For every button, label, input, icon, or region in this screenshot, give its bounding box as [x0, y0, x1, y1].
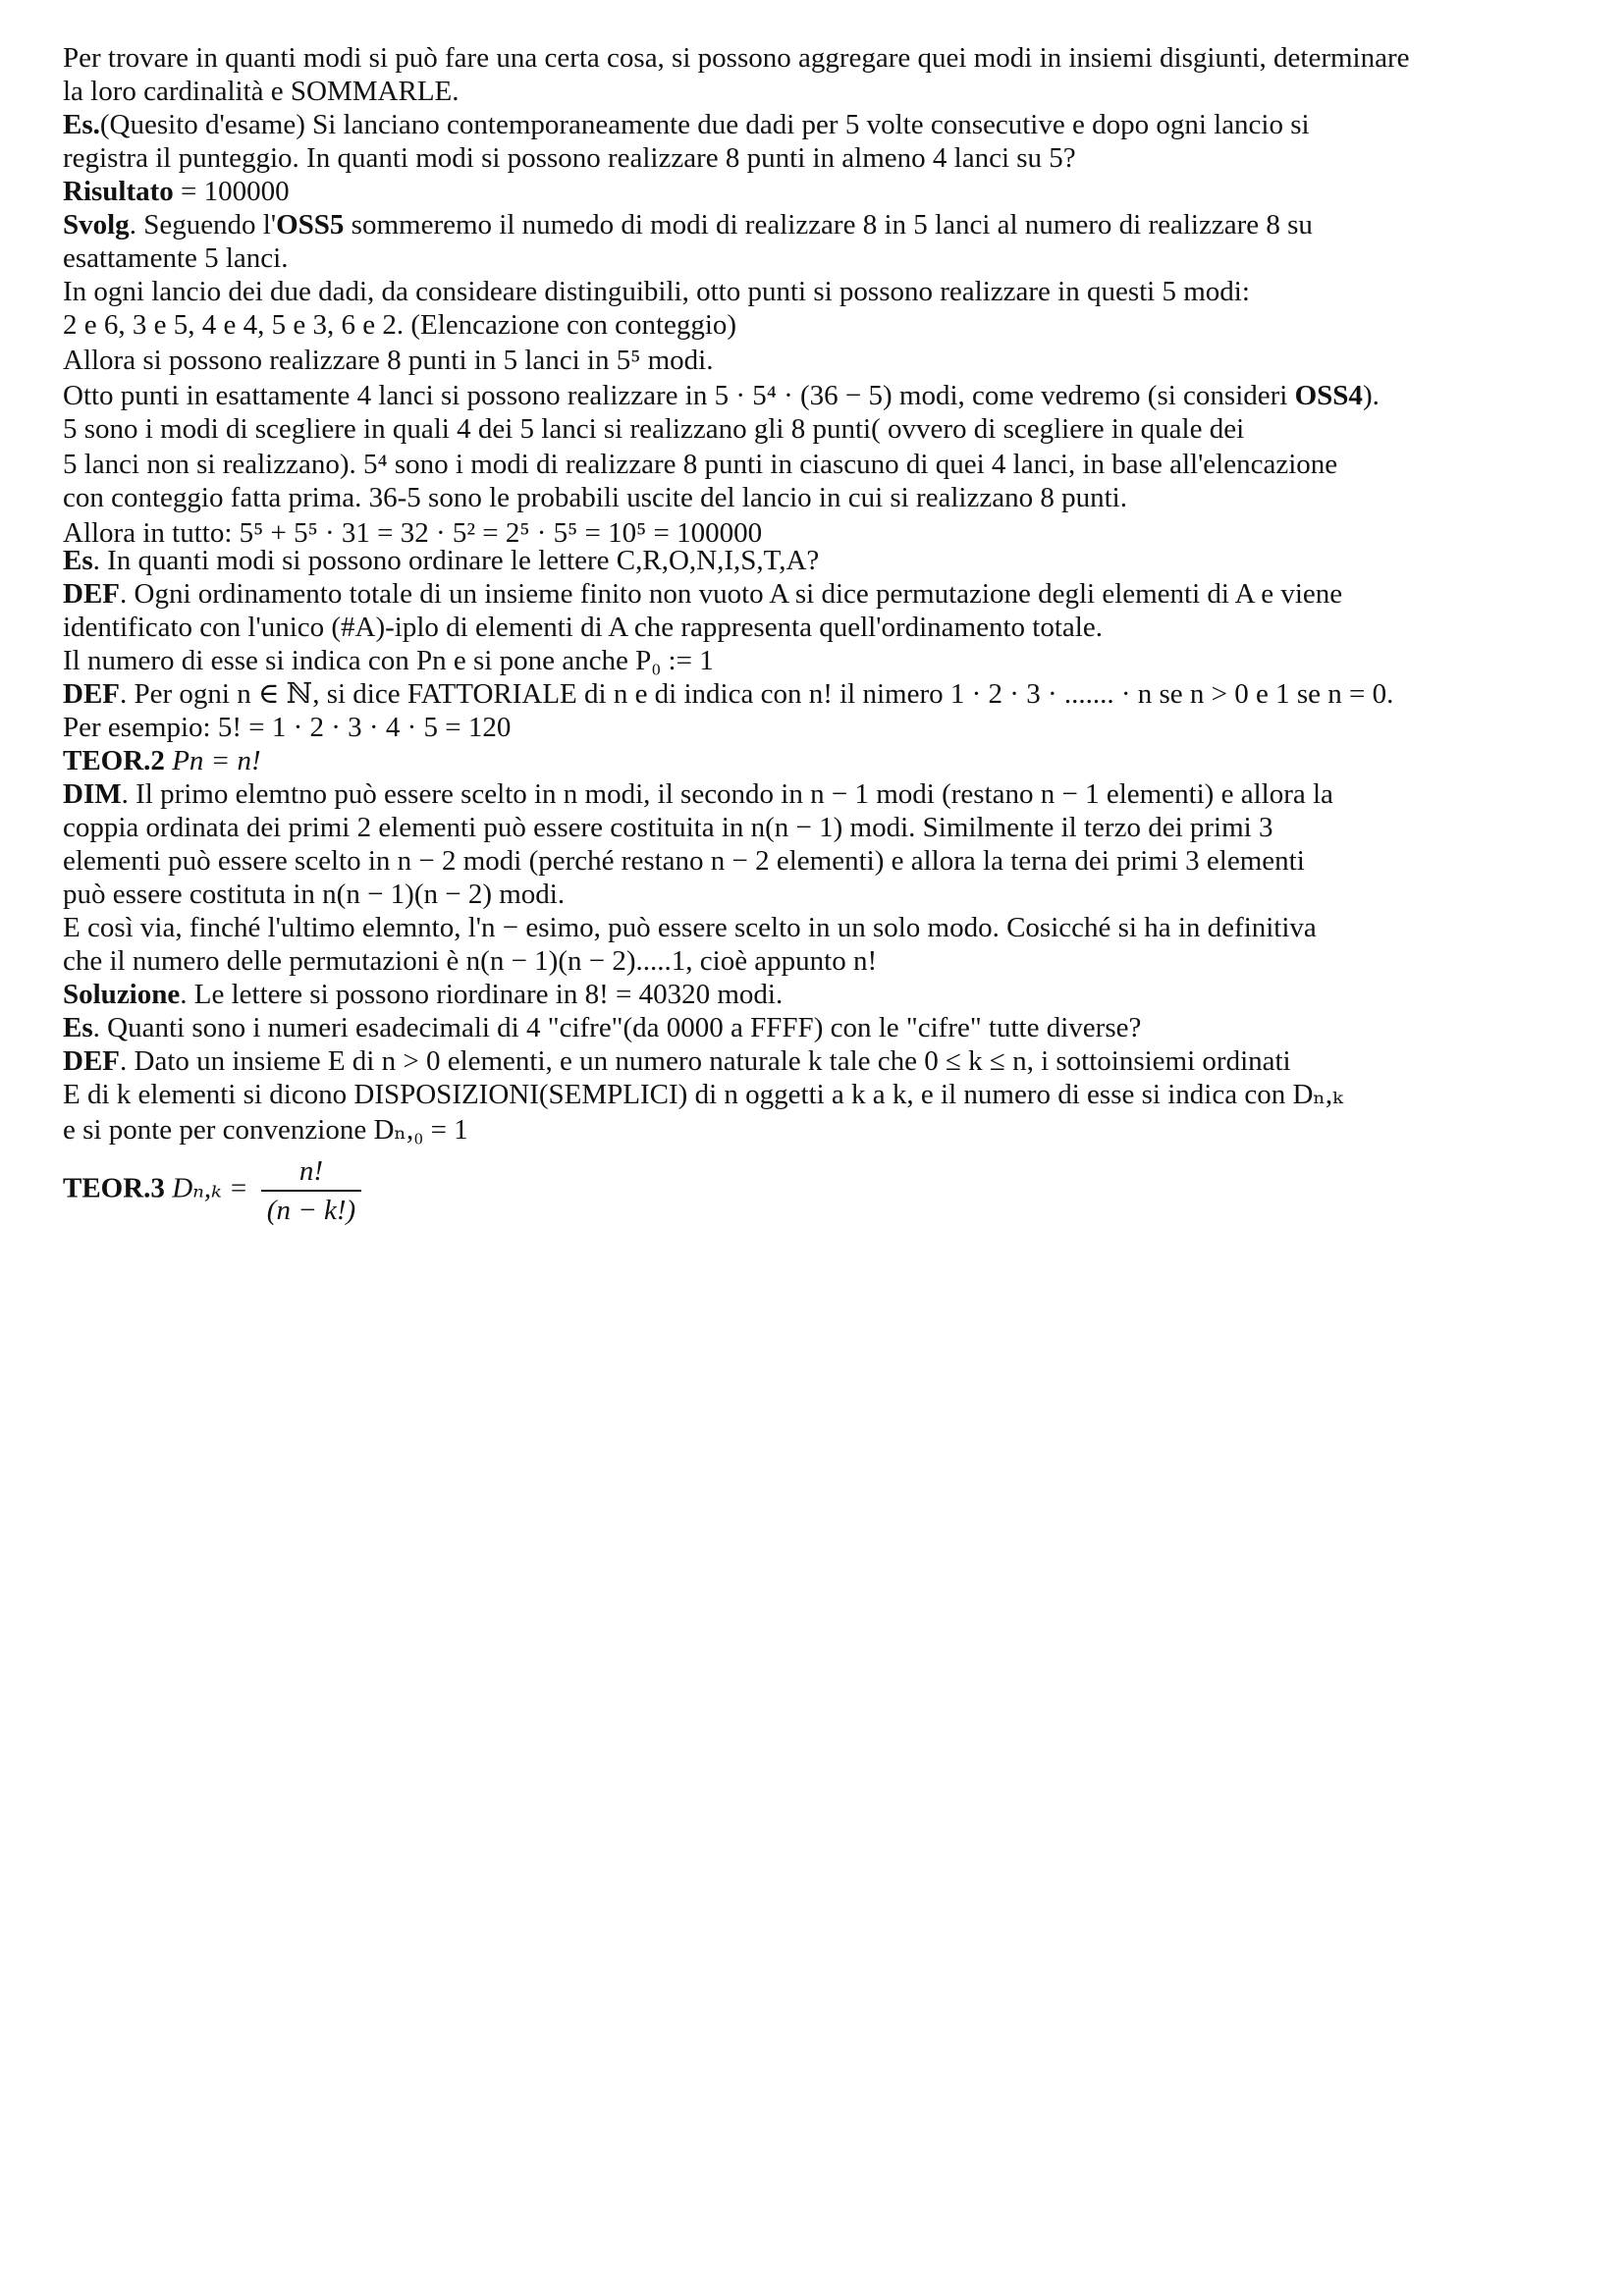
- exercise-label: Es.: [63, 109, 100, 140]
- oss4-reference: OSS4: [1294, 380, 1363, 411]
- solution-line: Soluzione. Le lettere si possono riordinare in 8! = 40320 modi.: [63, 979, 784, 1010]
- paragraph-line: registra il punteggio. In quanti modi si possono realizzare 8 punti in almeno 4 lanci su 5?: [63, 142, 1076, 174]
- exercise-line: Es.(Quesito d'esame) Si lanciano contemporaneamente due dadi per 5 volte consecutive e dopo ogni lancio si: [63, 109, 1310, 140]
- theorem-line: TEOR.2 Pn = n!: [63, 745, 261, 776]
- paragraph-line: 2 e 6, 3 e 5, 4 e 4, 5 e 3, 6 e 2. (Elencazione con conteggio): [63, 309, 737, 341]
- paragraph-line: In ogni lancio dei due dadi, da consideare distinguibili, otto punti si possono realizzare in questi 5 modi:: [63, 276, 1250, 307]
- paragraph-line: elementi può essere scelto in n − 2 modi (perché restano n − 2 elementi) e allora la terna dei primi 3 elementi: [63, 845, 1305, 877]
- paragraph-line: con conteggio fatta prima. 36-5 sono le probabili uscite del lancio in cui si realizzano 8 punti.: [63, 482, 1127, 513]
- oss5-reference: OSS5: [276, 209, 345, 240]
- definition-line: DEF. Per ogni n ∈ ℕ, si dice FATTORIALE di n e di indica con n! il nimero 1 · 2 · 3 · ....... · n se n > 0 e 1 se n = 0.: [63, 678, 1394, 710]
- paragraph-line: può essere costituta in n(n − 1)(n − 2) modi.: [63, 879, 566, 910]
- paragraph-line: che il numero delle permutazioni è n(n − 1)(n − 2).....1, cioè appunto n!: [63, 945, 878, 977]
- paragraph-line: Otto punti in esattamente 4 lanci si possono realizzare in 5 · 5⁴ · (36 − 5) modi, come vedremo (si consideri OSS4).: [63, 380, 1380, 411]
- paragraph-line: identificato con l'unico (#A)-iplo di elementi di A che rappresenta quell'ordinamento totale.: [63, 612, 1103, 643]
- theorem-label: TEOR.3: [63, 1172, 165, 1204]
- definition-label: DEF: [63, 678, 120, 710]
- exercise-label: Es: [63, 545, 93, 576]
- paragraph-line: coppia ordinata dei primi 2 elementi può essere costituita in n(n − 1) modi. Similmente il terzo dei primi 3: [63, 812, 1273, 843]
- paragraph-line: Per esempio: 5! = 1 · 2 · 3 · 4 · 5 = 120: [63, 712, 512, 743]
- paragraph-line: esattamente 5 lanci.: [63, 242, 289, 274]
- definition-label: DEF: [63, 578, 120, 610]
- exercise-label: Es: [63, 1012, 93, 1043]
- paragraph-line: 5 lanci non si realizzano). 5⁴ sono i modi di realizzare 8 punti in ciascuno di quei 4 lanci, in base all'elencazione: [63, 449, 1338, 480]
- result-line: Risultato = 100000: [63, 176, 290, 207]
- paragraph-line: Il numero di esse si indica con Pn e si pone anche P₀ := 1: [63, 645, 714, 676]
- formula-line: Allora in tutto: 5⁵ + 5⁵ · 31 = 32 · 5² = 2⁵ · 5⁵ = 10⁵ = 100000: [63, 517, 763, 549]
- fraction-numerator: n!: [261, 1154, 361, 1192]
- result-label: Risultato: [63, 176, 174, 207]
- definition-line: DEF. Dato un insieme E di n > 0 elementi, e un numero naturale k tale che 0 ≤ k ≤ n, i sottoinsiemi ordinati: [63, 1045, 1291, 1077]
- paragraph-line: 5 sono i modi di scegliere in quali 4 dei 5 lanci si realizzano gli 8 punti( ovvero di scegliere in quale dei: [63, 413, 1245, 445]
- solution-label: Svolg: [63, 209, 130, 240]
- fraction: [261, 1154, 361, 1227]
- exercise-line: Es. In quanti modi si possono ordinare le lettere C,R,O,N,I,S,T,A?: [63, 545, 820, 576]
- paragraph-line: E così via, finché l'ultimo elemnto, l'n − esimo, può essere scelto in un solo modo. Cosicché si ha in definitiva: [63, 912, 1317, 943]
- paragraph-line: la loro cardinalità e SOMMARLE.: [63, 76, 460, 107]
- proof-label: DIM: [63, 778, 122, 810]
- proof-line: DIM. Il primo elemtno può essere scelto in n modi, il secondo in n − 1 modi (restano n − 1 elementi) e allora la: [63, 778, 1333, 810]
- definition-label: DEF: [63, 1045, 120, 1077]
- definition-line: DEF. Ogni ordinamento totale di un insieme finito non vuoto A si dice permutazione degli elementi di A e viene: [63, 578, 1343, 610]
- fraction-denominator: (n − k!): [266, 1195, 356, 1226]
- solution-label: Soluzione: [63, 979, 181, 1010]
- theorem-line: TEOR.3 Dₙ,ₖ = $\frac{n!}{(n - k!)}$: [63, 1154, 367, 1227]
- paragraph-line: Per trovare in quanti modi si può fare una certa cosa, si possono aggregare quei modi in insiemi disgiunti, determinare: [63, 42, 1410, 74]
- exercise-line: Es. Quanti sono i numeri esadecimali di 4 "cifre"(da 0000 a FFFF) con le "cifre" tutte diverse?: [63, 1012, 1142, 1043]
- paragraph-line: Allora si possono realizzare 8 punti in 5 lanci in 5⁵ modi.: [63, 345, 714, 376]
- solution-line: Svolg. Seguendo l'OSS5 sommeremo il numedo di modi di realizzare 8 in 5 lanci al numero di realizzare 8 su: [63, 209, 1313, 240]
- paragraph-line: e si ponte per convenzione Dₙ,₀ = 1: [63, 1114, 468, 1146]
- theorem-label: TEOR.2: [63, 745, 165, 776]
- paragraph-line: E di k elementi si dicono DISPOSIZIONI(SEMPLICI) di n oggetti a k a k, e il numero di esse si indica con Dₙ,ₖ: [63, 1079, 1343, 1110]
